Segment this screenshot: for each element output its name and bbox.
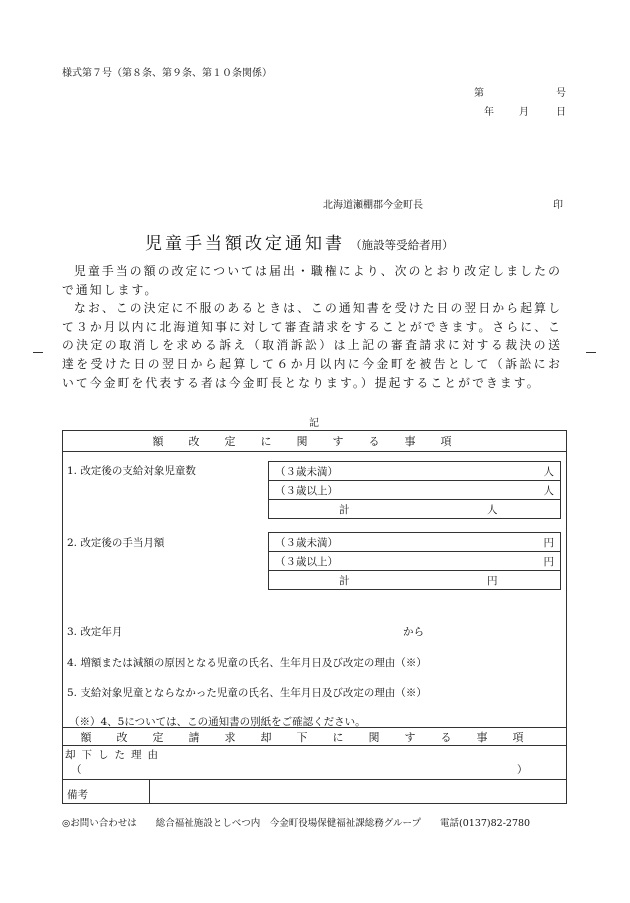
monthly-amount-table: [268, 532, 561, 590]
paren-open: （: [71, 764, 82, 776]
reject-reason-label: 却下した理由: [65, 749, 164, 761]
paragraph-1: 児童手当の額の改定については届出・職権により、次のとおり改定しましたので通知します。: [62, 264, 562, 297]
section1-header: 額改定に関する事項: [152, 435, 477, 448]
fold-mark-left: [33, 352, 43, 353]
section2-header: 額改定請求却下に関する事項: [80, 731, 549, 744]
amount-row: [269, 533, 560, 552]
paragraph-2: なお、この決定に不服のあるときは、この通知書を受けた日の翌日から起算して３か月以内に北海道知事に対して審査請求をすることができます。さらに、この決定の取消しを求める訴え（取消訴訟）は上記の審査請求に対する裁決の送達を受けた日の翌日から起算して６か月以内に今金町を被告として（訴訟において今金町を代表する者は今金町長となります。）提起することができます。: [62, 301, 562, 390]
remarks-label: 備考: [67, 789, 88, 801]
row-unit: 円: [543, 537, 554, 549]
total-label: 計: [339, 575, 350, 587]
item4-label: 4. 増額または減額の原因となる児童の氏名、生年月日及び改定の理由（※）: [67, 657, 427, 669]
fold-mark-right: [586, 352, 596, 353]
row-unit: 人: [543, 485, 554, 497]
row-label: （３歳以上）: [275, 556, 338, 568]
count-total-row: [269, 500, 560, 518]
number-suffix: 号: [556, 88, 566, 99]
count-row: [269, 481, 560, 500]
date-day: 日: [556, 107, 566, 118]
item5-label: 5. 支給対象児童とならなかった児童の氏名、生年月日及び改定の理由（※）: [67, 687, 427, 699]
child-count-table: [268, 461, 561, 519]
total-label: 計: [339, 504, 350, 516]
item3-from: から: [403, 626, 424, 638]
issuer-name: 北海道瀬棚郡今金町長: [323, 200, 423, 211]
row-label: （３歳未満）: [275, 537, 338, 549]
details-table: [62, 430, 567, 804]
paren-close: ）: [517, 764, 528, 776]
remarks-divider: [149, 779, 150, 803]
amount-total-row: [269, 571, 560, 589]
notice-body: [62, 262, 562, 392]
document-title: [145, 229, 454, 254]
form-reference: 様式第７号（第８条、第９条、第１０条関係）: [62, 68, 272, 79]
total-unit: 人: [487, 504, 498, 516]
seal-mark: 印: [553, 200, 563, 211]
item2-label: 2. 改定後の手当月額: [67, 537, 165, 549]
row-label: （３歳以上）: [275, 485, 338, 497]
total-unit: 円: [487, 575, 498, 587]
row-unit: 円: [543, 556, 554, 568]
note-text: （※）4、5については、この通知書の別紙をご確認ください。: [69, 716, 366, 728]
item1-label: 1. 改定後の支給対象児童数: [67, 465, 196, 477]
amount-row: [269, 552, 560, 571]
row-unit: 人: [543, 466, 554, 478]
count-row: [269, 462, 560, 481]
item3-label: 3. 改定年月: [67, 626, 123, 638]
date-month: 月: [519, 107, 529, 118]
row-label: （３歳未満）: [275, 466, 338, 478]
date-year: 年: [484, 107, 494, 118]
contact-footer: ◎お問い合わせは 総合福祉施設としべつ内 今金町役場保健福祉課総務グループ 電話(0137)82-2780: [62, 818, 531, 829]
number-label: 第: [474, 88, 484, 99]
ki-label: 記: [309, 418, 319, 429]
title-main: 児童手当額改定通知書: [145, 234, 345, 254]
title-sub: （施設等受給者用）: [350, 238, 454, 252]
